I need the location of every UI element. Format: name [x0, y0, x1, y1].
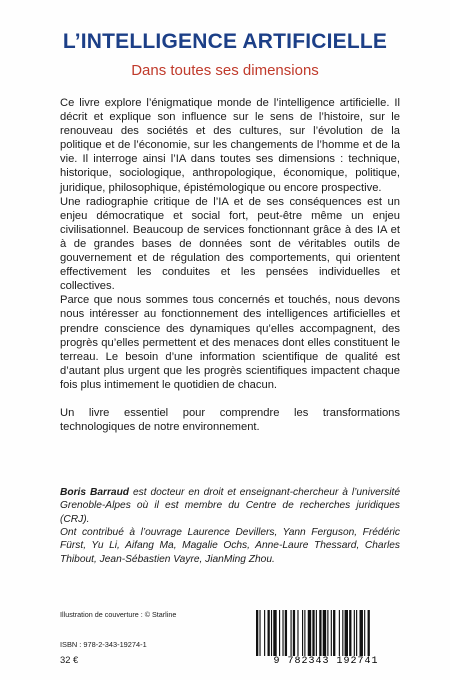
barcode-bar	[323, 610, 326, 656]
barcode	[248, 608, 404, 670]
barcode-bar	[285, 610, 287, 656]
blurb	[60, 96, 400, 434]
blurb-paragraph-2: Une radiographie critique de l’IA et de ses conséquences est un enjeu démocratique et social fort, peut-être même un enjeu civilisationnel. Beaucoup de services fonctionnant grâce à des IA et à de grandes bases de données sont de véritables outils de gouvernement et de régulation des comportements, qui orientent effectivement les conduites et les pensées individuelles et collectives.	[60, 195, 400, 293]
illustration-credit: Illustration de couverture : © Starline	[60, 610, 177, 619]
barcode-bar	[356, 610, 357, 656]
barcode-bar	[331, 610, 332, 656]
blurb-paragraph-3: Parce que nous sommes tous concernés et touchés, nous devons nous intéresser au fonctionnement des intelligences artificielles et prendre conscience des dynamiques qu’elles accompagnent, des progrès qu’elles permettent et des menaces dont elles constituent le terreau. Le besoin d’une information scientifique de qualité est d’autant plus urgent que les progrès scientifiques impactent chaque fois plus intimement le quotidien de chacun.	[60, 294, 400, 391]
barcode-bar	[259, 610, 260, 656]
author-name: Boris Barraud	[60, 487, 130, 498]
barcode-bar	[360, 610, 363, 656]
barcode-bar	[364, 610, 365, 656]
barcode-bar	[282, 610, 283, 656]
barcode-bar	[302, 610, 303, 656]
barcode-bar	[342, 610, 343, 656]
author-bio	[60, 486, 400, 526]
contributors: Ont contribué à l’ouvrage Laurence Devillers, Yann Ferguson, Frédéric Fürst, Yu Li, Aifang Ma, Magalie Ochs, Anne-Laure Thessard, Charles Thibout, Jean-Sébastien Vayre, JianMing Zhou.	[60, 527, 400, 565]
barcode-bar	[354, 610, 355, 656]
barcode-bar	[268, 610, 270, 656]
barcode-bar	[349, 610, 351, 656]
barcode-bar	[271, 610, 272, 656]
barcode-bar	[368, 610, 370, 656]
barcode-bar	[319, 610, 321, 656]
barcode-number: 9 782343 192741	[248, 656, 404, 667]
barcode-bar	[273, 610, 276, 656]
price: 32 €	[60, 654, 79, 665]
book-title: L’INTELLIGENCE ARTIFICIELLE	[62, 30, 388, 53]
blurb-paragraph-4: Un livre essentiel pour comprendre les transformations technologiques de notre environnement.	[60, 406, 400, 434]
barcode-bar	[297, 610, 298, 656]
barcode-bar	[316, 610, 317, 656]
barcode-bar	[291, 610, 292, 656]
barcode-bar	[327, 610, 328, 656]
barcode-bar	[256, 610, 258, 656]
author-description: est docteur en droit et enseignant-chercheur à l’université Grenoble-Alpes où il est membre du Centre de recherches juridiques (CRJ).	[60, 487, 400, 525]
barcode-bar	[304, 610, 305, 656]
isbn: ISBN : 978-2-343-19274-1	[60, 640, 147, 649]
barcode-bar	[279, 610, 280, 656]
barcode-bar	[333, 610, 335, 656]
barcode-bar	[308, 610, 311, 656]
barcode-bar	[293, 610, 295, 656]
barcode-bars	[248, 608, 404, 658]
barcode-bar	[264, 610, 265, 656]
book-subtitle: Dans toutes ses dimensions	[131, 62, 319, 79]
barcode-bar	[312, 610, 314, 656]
barcode-bar	[339, 610, 340, 656]
barcode-bar	[345, 610, 348, 656]
blurb-paragraph-1: Ce livre explore l’énigmatique monde de l’intelligence artificielle. Il décrit et explique son influence sur le sens de l’histoire, sur le renouveau des sociétés et des cultures, sur l’évolution de la politique et de l’économie, sur les changements de l’homme et de la vie. Il interroge ainsi l’IA dans toutes ses dimensions : technique, historique, sociologique, anthropologique, économique, politique, juridique, philosophique, épistémologique ou encore prospective.	[60, 97, 400, 194]
